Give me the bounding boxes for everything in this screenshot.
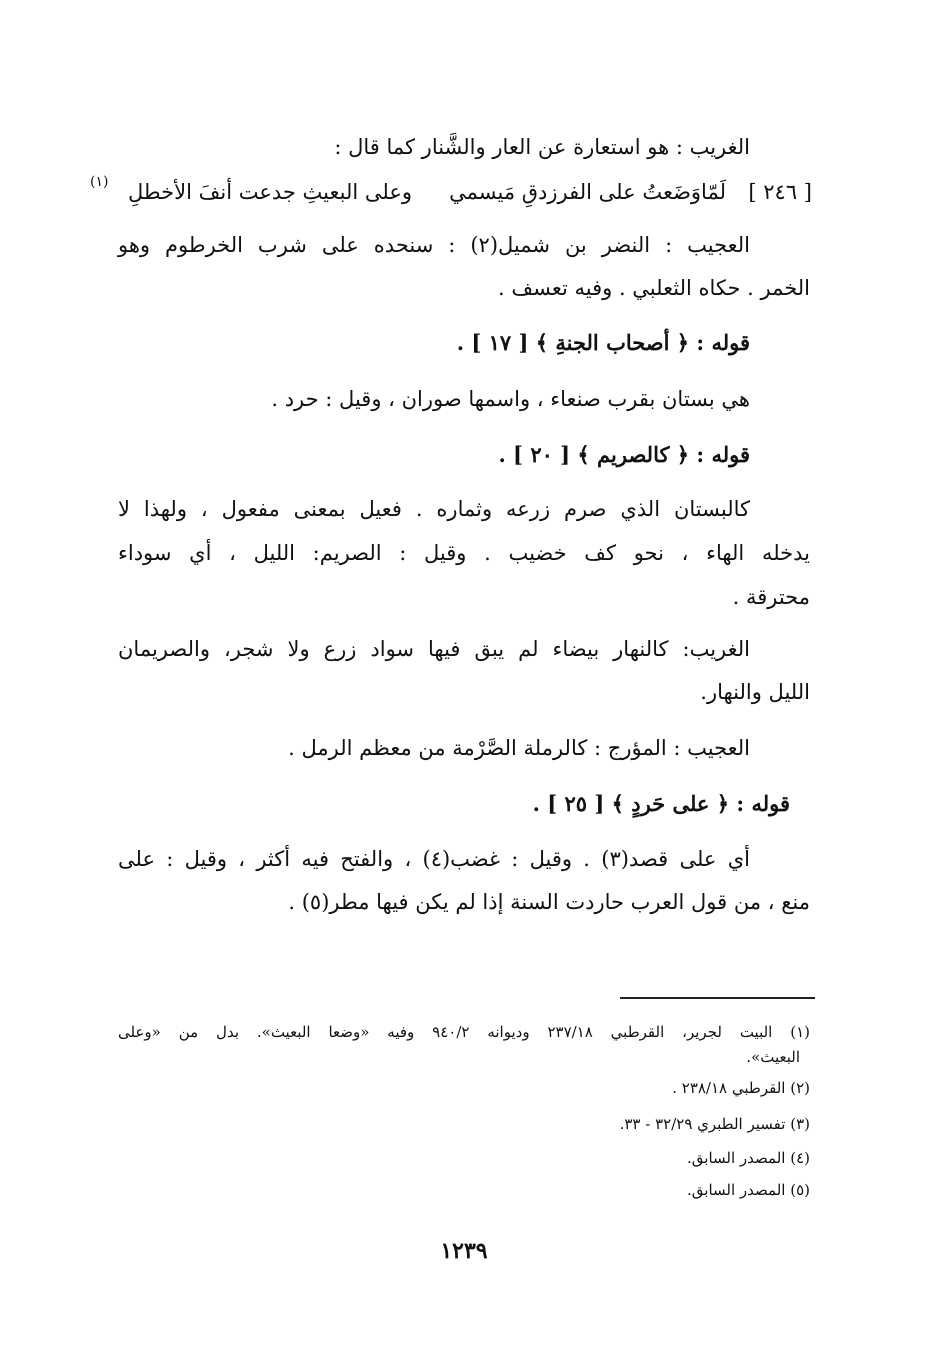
footnote-4: (٤) المصدر السابق. — [687, 1149, 810, 1167]
body-line-sarim-b: يدخله الهاء ، نحو كف خضيب . وقيل : الصريم: الليل ، أي سوداء — [118, 541, 810, 565]
body-line-ajib-1a: العجيب : النضر بن شميل(٢) : سنحده على شرب الخرطوم وهو — [118, 233, 750, 257]
footnote-5: (٥) المصدر السابق. — [687, 1181, 810, 1199]
verse-footnote-marker: (١) — [90, 174, 109, 190]
verse-second-hemistich: وعلى البعيثِ جدعت أنفَ الأخطلِ — [128, 180, 412, 204]
body-line-gharib-1: الغريب : هو استعارة عن العار والشَّنار كما قال : — [334, 135, 750, 159]
body-line-sarim-a: كالبستان الذي صرم زرعه وثماره . فعيل بمعنى مفعول ، ولهذا لا — [118, 497, 750, 521]
quran-ref-17: قوله : ﴿ أصحاب الجنةِ ﴾ [ ١٧ ] . — [456, 330, 750, 355]
body-line-ajib-2: العجيب : المؤرج : كالرملة الصَّرْمة من معظم الرمل . — [288, 736, 750, 760]
footnote-separator — [620, 997, 815, 999]
body-line-hard-a: أي على قصد(٣) . وقيل : غضب(٤) ، والفتح فيه أكثر ، وقيل : على — [118, 847, 751, 871]
body-line-hard-b: منع ، من قول العرب حاردت السنة إذا لم يكن فيها مطر(٥) . — [288, 890, 810, 914]
body-line-sarim-c: محترقة . — [732, 585, 810, 609]
footnote-2: (٢) القرطبي ٢٣٨/١٨ . — [672, 1079, 810, 1097]
footnote-1a: (١) البيت لجرير، القرطبي ٢٣٧/١٨ وديوانه ٩٤٠/٢ وفيه «وضعا البعيث». بدل من «وعلى — [118, 1023, 810, 1041]
verse-number: [ ٢٤٦ ] — [748, 180, 812, 204]
footnote-1b: البعيث». — [746, 1048, 800, 1066]
poetry-verse — [90, 174, 812, 216]
quran-ref-25: قوله : ﴿ على حَردٍ ﴾ [ ٢٥ ] . — [532, 791, 790, 816]
page-number: ١٢٣٩ — [440, 1238, 488, 1264]
body-line-gharib-2a: الغريب: كالنهار بيضاء لم يبق فيها سواد زرع ولا شجر، والصريمان — [118, 637, 750, 661]
quran-ref-20: قوله : ﴿ كالصريم ﴾ [ ٢٠ ] . — [498, 442, 750, 467]
footnote-3: (٣) تفسير الطبري ٣٢/٢٩ - ٣٣. — [619, 1115, 810, 1133]
body-line-jannah: هي بستان بقرب صنعاء ، واسمها صوران ، وقيل : حرد . — [271, 387, 750, 411]
verse-first-hemistich: لَمّاوَضَعتُ على الفرزدقِ مَيسمي — [449, 180, 726, 204]
body-line-gharib-2b: الليل والنهار. — [700, 680, 810, 704]
body-line-ajib-1b: الخمر . حكاه الثعلبي . وفيه تعسف . — [498, 276, 810, 300]
